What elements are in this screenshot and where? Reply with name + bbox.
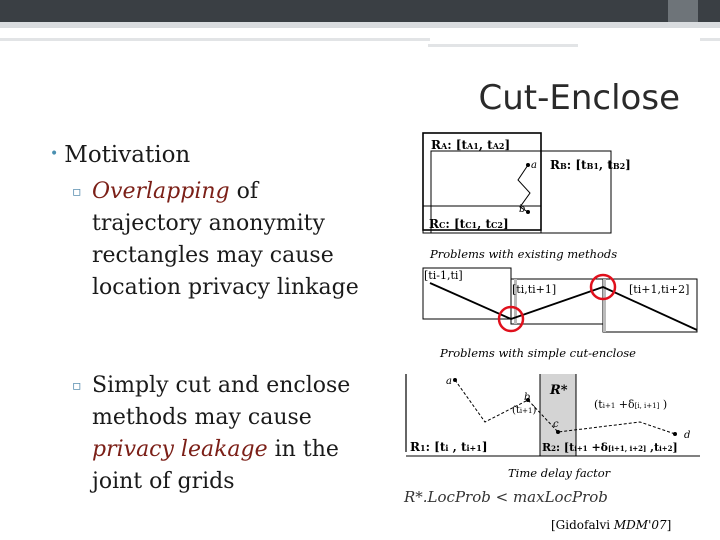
leakage-emphasis: privacy leakage — [92, 437, 268, 462]
pt-d-dot — [673, 432, 677, 436]
caption-simple: Problems with simple cut-enclose — [440, 346, 636, 360]
figure-grid-joints — [423, 268, 697, 332]
formula: R*.LocProb < maxLocProb — [404, 488, 608, 506]
overlap-rest: of trajectory anonymity rectangles may cause location privacy linkage — [92, 179, 359, 300]
rect-rb-label: RB: [tB1, tB2] — [550, 158, 631, 172]
rect-ra-label: RA: [tA1, tA2] — [431, 138, 511, 152]
point-a-label: a — [531, 160, 537, 171]
bullet-motivation-text: Motivation — [64, 142, 191, 168]
slide-title: Cut-Enclose — [478, 78, 680, 118]
caption-existing: Problems with existing methods — [430, 247, 618, 261]
pt-d-label: d — [684, 430, 691, 441]
pt-a-dot — [453, 378, 457, 382]
pt-b-label: b — [524, 392, 531, 403]
point-a-dot — [526, 163, 530, 167]
r1-label: R1: [ti , ti+1] — [410, 440, 488, 454]
sub-bullet-square-icon: ▫ — [72, 378, 82, 394]
rect-rc-label: RC: [tC1, tC2] — [429, 217, 509, 231]
rstar-time-label: (ti+1 +δ[i, i+1] ) — [594, 398, 668, 411]
figure-overlap-rectangles — [423, 133, 631, 233]
bullet-dot-icon: • — [50, 146, 59, 162]
pt-c-label: c — [553, 419, 559, 430]
sub-bullet-square-icon: ▫ — [72, 184, 82, 200]
grid-label-2: [ti,ti+1] — [512, 283, 557, 296]
cut-after: in the joint of grids — [92, 437, 339, 494]
citation: [Gidofalvi MDM'07] — [551, 518, 672, 532]
pt-a-label: a — [446, 376, 452, 387]
figure-time-delay — [406, 374, 700, 456]
caption-delay: Time delay factor — [508, 466, 611, 480]
r2-label: R2: [ti+1 +δ[i+1, i+2] ,ti+2] — [542, 441, 678, 454]
cut-before: Simply cut and enclose methods may cause — [92, 373, 351, 430]
grid-label-1: [ti-1,ti] — [424, 269, 463, 282]
pt-c-dot — [556, 430, 560, 434]
rstar-label: R* — [550, 383, 568, 398]
point-b-dot — [526, 210, 530, 214]
grid-label-3: [ti+1,ti+2] — [629, 283, 690, 296]
point-b-label: b — [519, 204, 526, 215]
b-time-label: (ti+1) — [512, 405, 537, 416]
overlap-emphasis: Overlapping — [92, 179, 230, 204]
